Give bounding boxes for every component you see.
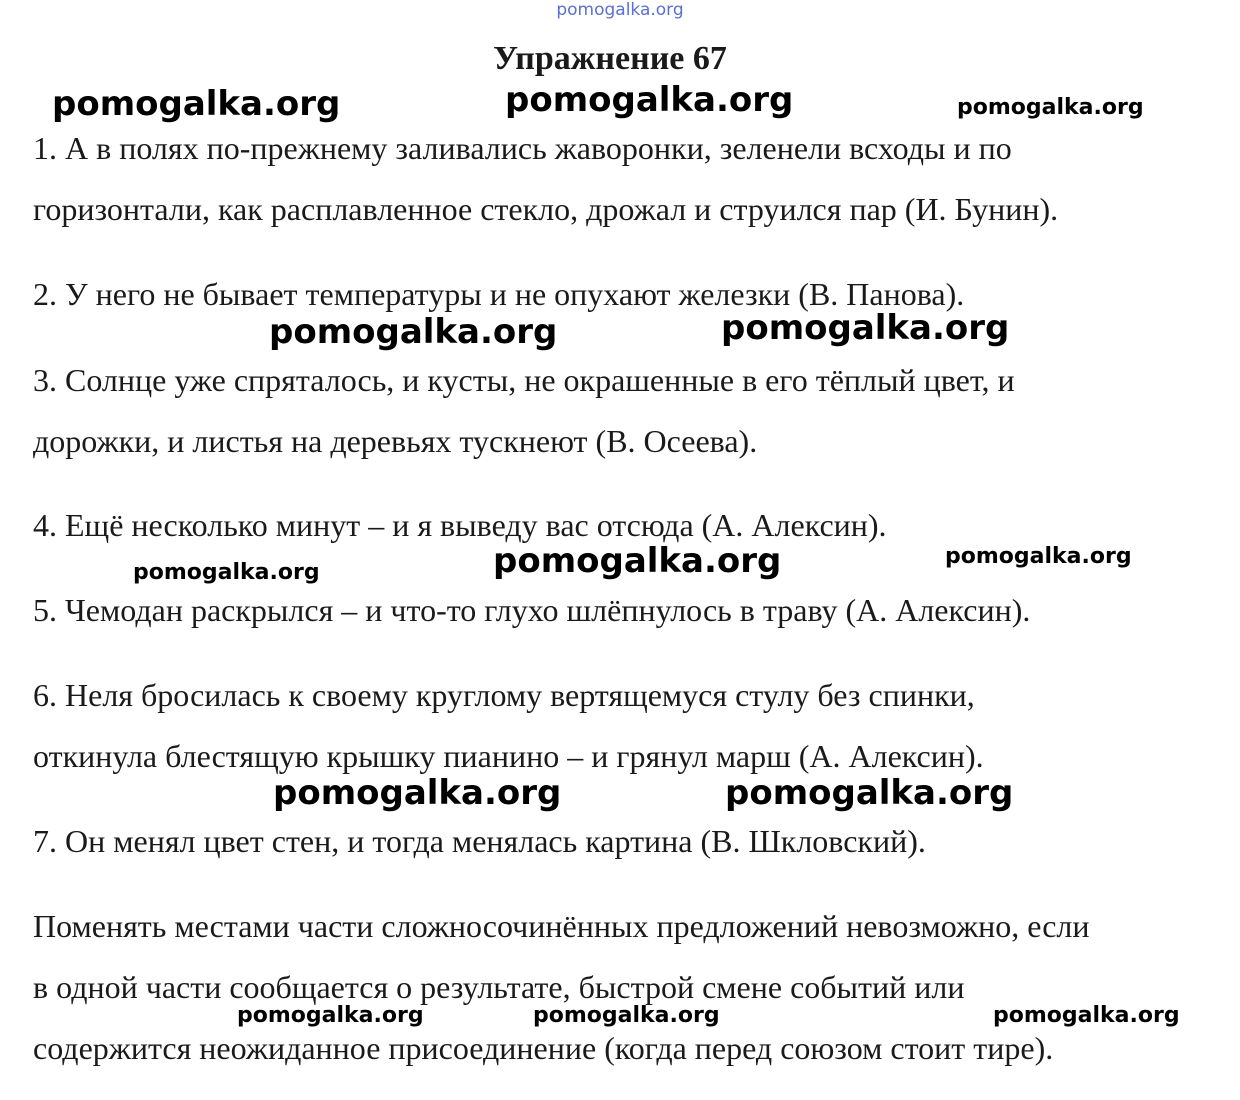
watermark: pomogalka.org — [269, 312, 558, 352]
text-line: 4. Ещё несколько минут – и я выведу вас отсюда (А. Алексин). — [33, 507, 887, 543]
text-line: 3. Солнце уже спряталось, и кусты, не окрашенные в его тёплый цвет, и — [33, 362, 1015, 398]
text-line: дорожки, и листья на деревьях тускнеют (В. Осеева). — [33, 423, 758, 459]
watermark: pomogalka.org — [52, 84, 341, 124]
watermark: pomogalka.org — [725, 773, 1014, 813]
text-line: 7. Он менял цвет стен, и тогда менялась картина (В. Шкловский). — [33, 823, 926, 859]
watermark: pomogalka.org — [957, 95, 1144, 120]
text-line: 6. Неля бросилась к своему круглому вертящемуся стулу без спинки, — [33, 677, 975, 713]
page-title: Упражнение 67 — [493, 40, 727, 77]
text-line: горизонтали, как расплавленное стекло, дрожал и струился пар (И. Бунин). — [33, 191, 1059, 227]
watermark: pomogalka.org — [133, 560, 320, 585]
text-line: содержится неожиданное присоединение (когда перед союзом стоит тире). — [33, 1030, 1054, 1066]
watermark: pomogalka.org — [945, 544, 1132, 569]
watermark: pomogalka.org — [533, 1003, 720, 1028]
watermark: pomogalka.org — [993, 1003, 1180, 1028]
text-line: 1. А в полях по-прежнему заливались жаворонки, зеленели всходы и по — [33, 130, 1012, 166]
text-line: 2. У него не бывает температуры и не опухают железки (В. Панова). — [33, 276, 965, 312]
text-line: откинула блестящую крышку пианино – и грянул марш (А. Алексин). — [33, 738, 984, 774]
watermark: pomogalka.org — [237, 1003, 424, 1028]
watermark: pomogalka.org — [721, 308, 1010, 348]
watermark: pomogalka.org — [273, 773, 562, 813]
text-line: в одной части сообщается о результате, быстрой смене событий или — [33, 969, 965, 1005]
watermark: pomogalka.org — [505, 80, 794, 120]
text-line: 5. Чемодан раскрылся – и что-то глухо шлёпнулось в траву (А. Алексин). — [33, 592, 1031, 628]
site-watermark-top: pomogalka.org — [556, 0, 684, 20]
watermark: pomogalka.org — [493, 541, 782, 581]
text-line: Поменять местами части сложносочинённых предложений невозможно, если — [33, 908, 1090, 944]
